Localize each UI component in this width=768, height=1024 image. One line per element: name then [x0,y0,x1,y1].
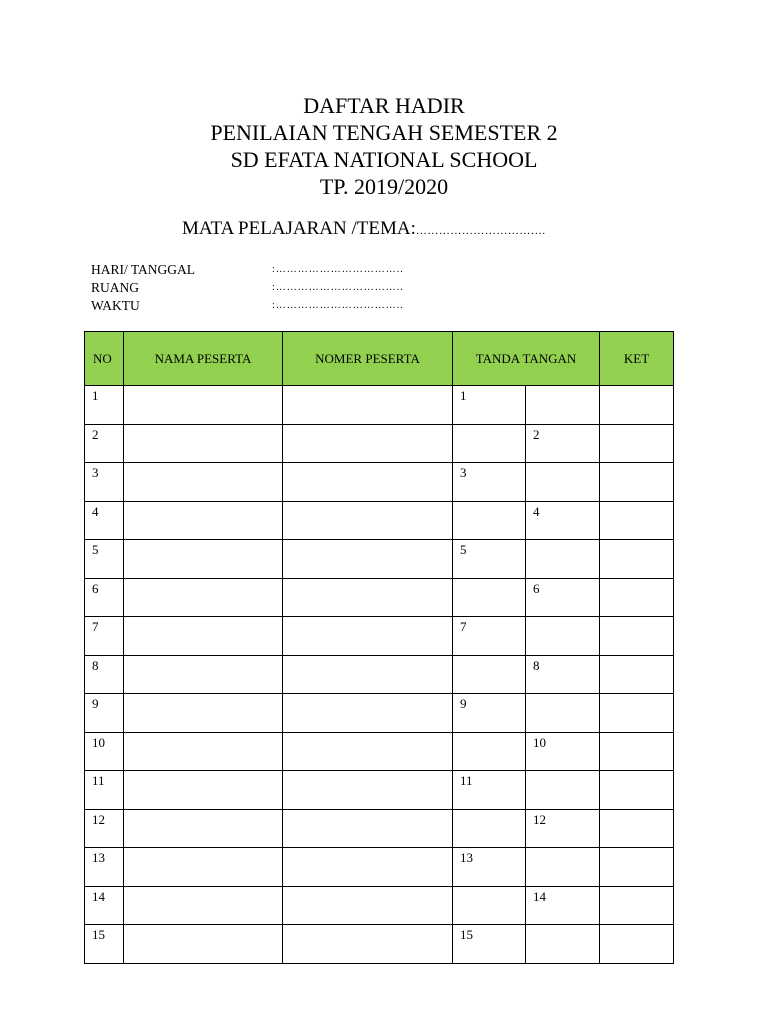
signature-left-cell[interactable]: 11 [453,771,526,810]
subject-line [182,218,546,240]
remarks-cell[interactable] [600,925,674,964]
signature-right-cell[interactable]: 14 [526,886,600,925]
name-cell[interactable] [124,386,283,425]
row-no-cell: 13 [85,848,124,887]
name-cell[interactable] [124,771,283,810]
title-line-2: PENILAIAN TENGAH SEMESTER 2 [210,120,558,145]
title-line-4: TP. 2019/2020 [319,174,449,199]
remarks-cell[interactable] [600,732,674,771]
participant-number-cell[interactable] [283,386,453,425]
table-row [85,694,674,733]
remarks-cell[interactable] [600,886,674,925]
remarks-cell[interactable] [600,578,674,617]
participant-number-cell[interactable] [283,463,453,502]
name-cell[interactable] [124,886,283,925]
info-block [91,261,404,315]
row-no-cell: 14 [85,886,124,925]
remarks-cell[interactable] [600,386,674,425]
remarks-cell[interactable] [600,463,674,502]
participant-number-cell[interactable] [283,925,453,964]
remarks-cell[interactable] [600,617,674,656]
signature-left-cell[interactable]: 15 [453,925,526,964]
row-no-cell: 3 [85,463,124,502]
header-no: NO [85,332,124,386]
remarks-cell[interactable] [600,501,674,540]
signature-right-cell[interactable] [526,540,600,579]
info-row-date [91,261,404,279]
signature-right-cell[interactable] [526,386,600,425]
remarks-cell[interactable] [600,655,674,694]
signature-right-cell[interactable] [526,617,600,656]
info-value-room: :…………………………….. [272,282,404,293]
signature-right-cell[interactable] [526,848,600,887]
row-no-cell: 4 [85,501,124,540]
signature-right-cell[interactable] [526,771,600,810]
name-cell[interactable] [124,540,283,579]
info-label-time: WAKTU [91,298,140,313]
row-no-cell: 11 [85,771,124,810]
row-no-cell: 9 [85,694,124,733]
participant-number-cell[interactable] [283,848,453,887]
participant-number-cell[interactable] [283,886,453,925]
info-label-date: HARI/ TANGGAL [91,262,196,277]
table-row [85,386,674,425]
table-row [85,848,674,887]
table-row [85,809,674,848]
signature-left-cell[interactable]: 7 [453,617,526,656]
participant-number-cell[interactable] [283,617,453,656]
signature-right-cell[interactable]: 12 [526,809,600,848]
document-title [0,92,768,200]
info-label-room: RUANG [91,280,140,295]
signature-right-cell[interactable] [526,694,600,733]
signature-left-cell[interactable]: 3 [453,463,526,502]
name-cell[interactable] [124,732,283,771]
table-header-row [85,332,674,386]
participant-number-cell[interactable] [283,809,453,848]
participant-number-cell[interactable] [283,655,453,694]
signature-left-cell[interactable] [453,501,526,540]
participant-number-cell[interactable] [283,424,453,463]
name-cell[interactable] [124,578,283,617]
name-cell[interactable] [124,655,283,694]
row-no-cell: 6 [85,578,124,617]
table-row [85,732,674,771]
table-row [85,655,674,694]
table-row [85,463,674,502]
signature-right-cell[interactable]: 2 [526,424,600,463]
table-row [85,540,674,579]
header-participant-number: NOMER PESERTA [283,332,453,386]
participant-number-cell[interactable] [283,732,453,771]
participant-number-cell[interactable] [283,501,453,540]
title-line-1: DAFTAR HADIR [303,93,465,118]
table-row [85,617,674,656]
table-row [85,501,674,540]
signature-left-cell[interactable] [453,578,526,617]
signature-left-cell[interactable]: 9 [453,694,526,733]
row-no-cell: 10 [85,732,124,771]
signature-right-cell[interactable]: 6 [526,578,600,617]
signature-left-cell[interactable]: 5 [453,540,526,579]
name-cell[interactable] [124,694,283,733]
subject-label: MATA PELAJARAN /TEMA: [182,218,416,239]
remarks-cell[interactable] [600,694,674,733]
row-no-cell: 12 [85,809,124,848]
table-row [85,886,674,925]
table-row [85,424,674,463]
remarks-cell[interactable] [600,809,674,848]
row-no-cell: 2 [85,424,124,463]
participant-number-cell[interactable] [283,771,453,810]
name-cell[interactable] [124,809,283,848]
signature-left-cell[interactable] [453,655,526,694]
header-signature: TANDA TANGAN [453,332,600,386]
signature-left-cell[interactable]: 1 [453,386,526,425]
subject-dots: ……………………………. [415,225,546,237]
signature-right-cell[interactable] [526,925,600,964]
info-value-date: :…………………………….. [272,264,404,275]
remarks-cell[interactable] [600,424,674,463]
signature-right-cell[interactable]: 10 [526,732,600,771]
participant-number-cell[interactable] [283,540,453,579]
signature-left-cell[interactable] [453,809,526,848]
row-no-cell: 15 [85,925,124,964]
remarks-cell[interactable] [600,848,674,887]
name-cell[interactable] [124,617,283,656]
attendance-table [84,331,674,964]
signature-right-cell[interactable] [526,463,600,502]
row-no-cell: 5 [85,540,124,579]
name-cell[interactable] [124,424,283,463]
table-row [85,925,674,964]
remarks-cell[interactable] [600,771,674,810]
participant-number-cell[interactable] [283,694,453,733]
participant-number-cell[interactable] [283,578,453,617]
name-cell[interactable] [124,501,283,540]
row-no-cell: 8 [85,655,124,694]
signature-left-cell[interactable] [453,886,526,925]
name-cell[interactable] [124,925,283,964]
info-row-room [91,279,404,297]
info-row-time [91,297,404,315]
row-no-cell: 7 [85,617,124,656]
signature-right-cell[interactable]: 4 [526,501,600,540]
title-line-3: SD EFATA NATIONAL SCHOOL [230,147,538,172]
signature-left-cell[interactable] [453,424,526,463]
signature-right-cell[interactable]: 8 [526,655,600,694]
name-cell[interactable] [124,463,283,502]
table-row [85,771,674,810]
header-name: NAMA PESERTA [124,332,283,386]
info-value-time: :…………………………….. [272,300,404,311]
table-row [85,578,674,617]
header-remarks: KET [600,332,674,386]
remarks-cell[interactable] [600,540,674,579]
row-no-cell: 1 [85,386,124,425]
signature-left-cell[interactable]: 13 [453,848,526,887]
signature-left-cell[interactable] [453,732,526,771]
name-cell[interactable] [124,848,283,887]
